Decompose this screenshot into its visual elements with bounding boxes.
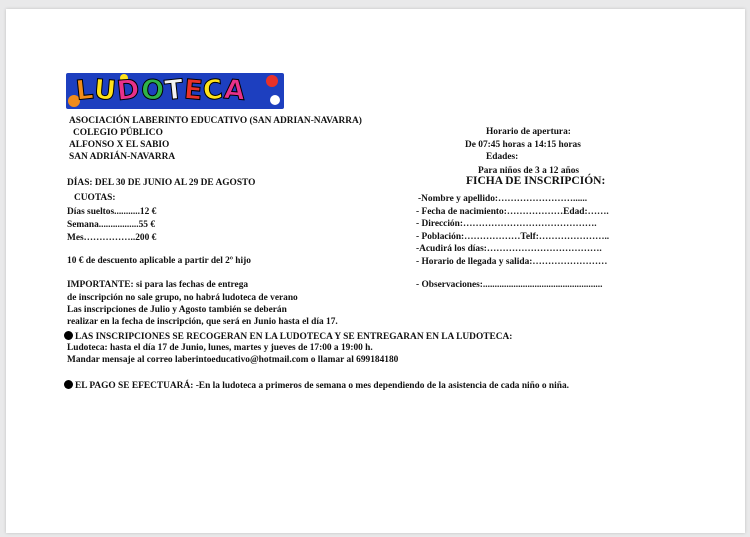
logo-letter: O [139,74,165,107]
sibling-discount: 10 € de descuento aplicable a partir del 2º hijo [67,256,251,266]
flyer-page [6,9,745,533]
fees-title: CUOTAS: [74,193,116,203]
form-title: FICHA DE INSCRIPCIÓN: [466,175,606,187]
important-line-1: IMPORTANTE: si para las fechas de entrega [67,280,249,290]
logo-letter: C [201,74,225,107]
field-birthdate-age: - Fecha de nacimiento:………………Edad:……. [416,207,609,217]
ages-label: Edades: [486,152,519,162]
important-line-2: de inscripción no sale grupo, no habrá ludoteca de verano [67,293,298,303]
important-line-4: realizar en la fecha de inscripción, que será en Junio hasta el día 17. [67,317,338,327]
school-line-3: SAN ADRIÁN-NAVARRA [69,152,176,162]
logo-letter: U [92,74,118,107]
association-name: ASOCIACIÓN LABERINTO EDUCATIVO (SAN ADRIAN-NAVARRA) [69,116,362,126]
bullet-icon [64,380,73,389]
logo-letter: L [74,74,95,107]
opening-hours: De 07:45 horas a 14:15 horas [465,140,581,150]
school-line-2: ALFONSO X EL SABIO [69,140,170,150]
field-town-phone: - Población:………………Telf:………………….. [416,232,610,242]
field-name: -Nombre y apellido:……………………...... [418,194,588,204]
logo-letter: A [222,74,247,107]
payment-label: EL PAGO SE EFECTUARÁ: [75,381,194,391]
logo-wordmark [74,73,247,108]
field-attendance-days: -Acudirá los días:………………………………. [416,244,602,254]
registration-heading [64,331,512,343]
field-address: - Dirección:……………………………………. [416,219,597,229]
payment-line [64,380,569,392]
logo-letter: D [115,73,142,108]
school-line-1: COLEGIO PÚBLICO [73,128,163,138]
payment-text: -En la ludoteca a primeros de semana o mes dependiendo de la asistencia de cada niño o niña. [193,381,569,391]
important-line-3: Las inscripciones de Julio y Agosto también se deberán [67,305,287,315]
ludoteca-logo [66,73,284,109]
program-dates: DÍAS: DEL 30 DE JUNIO AL 29 DE AGOSTO [67,178,256,188]
bullet-icon [64,331,73,340]
logo-letter: T [162,74,185,107]
ages-value: Para niños de 3 a 12 años [478,166,580,176]
logo-decoration [270,95,280,105]
fee-item: Mes……………..200 € [67,233,157,243]
registration-line-1: Ludoteca: hasta el día 17 de Junio, lunes, martes y jueves de 17:00 a 19:00 h. [67,343,373,353]
registration-line-2: Mandar mensaje al correo laberintoeducativo@hotmail.com o llamar al 699184180 [67,355,399,365]
opening-label: Horario de apertura: [486,127,571,137]
fee-item: Días sueltos...........12 € [67,207,157,217]
field-arrival-departure: - Horario de llegada y salida:…………………… [416,257,608,267]
registration-heading-text: LAS INSCRIPCIONES SE RECOGERAN EN LA LUDOTECA Y SE ENTREGARAN EN LA LUDOTECA: [75,332,513,342]
field-observations: - Observaciones:................................................... [416,280,603,290]
logo-decoration [266,75,278,87]
logo-letter: E [182,74,204,107]
fee-item: Semana.................55 € [67,220,156,230]
